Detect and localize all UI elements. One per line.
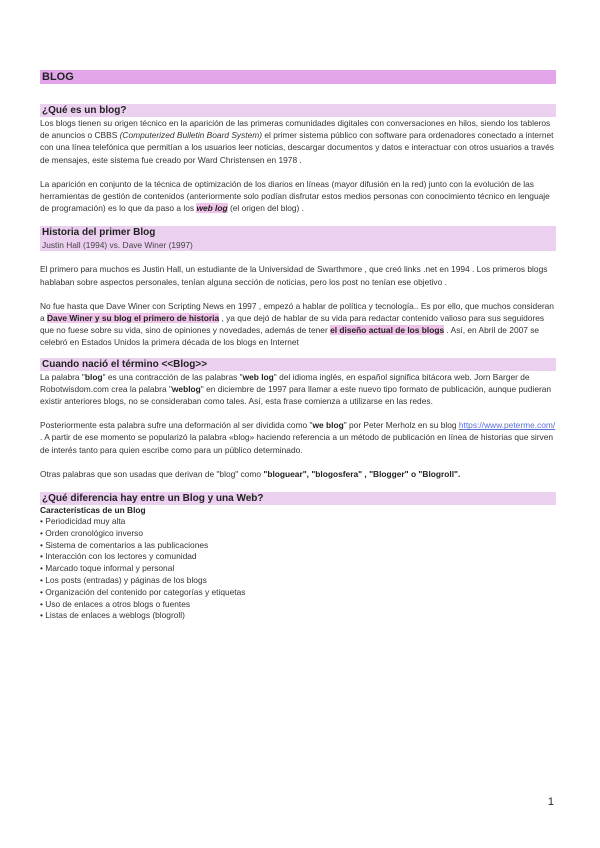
list-item: • Marcado toque informal y personal [40,563,556,575]
paragraph-justin-hall: El primero para muchos es Justin Hall, un estudiante de la Universidad de Swarthmore , que creó links .net en 1994 . Los primeros blogs hablaban sobre aspectos personales, tenían alguna sección de noticias, pero los post no tenían ese objetivo . [40,264,548,287]
list-item: • Sistema de comentarios a las publicaciones [40,540,556,552]
paragraph-aparicion-web-log: La aparición en conjunto de la técnica de optimización de los diarios en líneas (mayor difusión en la red) junto con la evolución de las herramientas de gestión de contenidos (anteriormente solo podían disfrutar estos medios personas con conocimiento técnico en lenguaje de programación) es lo que da paso a los web log (el origen del blog) . [40,178,550,214]
paragraph-peter-merholz: Posteriormente esta palabra sufre una deformación al ser dividida como "we blog" por Peter Merholz en su blog https://www.peterme.com/ . A partir de ese momento se popularizó la palabra «blog» haciendo referencia a un método de publicación en línea de historias que sirven de interés tanto para quien escribe como para un público determinado. [40,420,556,455]
highlight-dave-winer: Dave Winer y su blog el primero de historia [47,313,220,324]
list-item: • Listas de enlaces a weblogs (blogroll) [40,610,556,622]
list-item: • Uso de enlaces a otros blogs o fuentes [40,599,556,611]
paragraph-dave-winer: No fue hasta que Dave Winer con Scripting News en 1997 , empezó a hablar de política y tecnología.. Es por ello, que muchos consideran a Dave Winer y su blog el primero de historia , ya que dejó de hablar de su vida para redactar contenido valioso para sus seguidores que no fuese sobre su vida, sino de opiniones y novedades, además de tener el diseño actual de los blogs . Así, en Abril de 2007 se celebró en Estados Unidos la primera década de los blogs en Internet [40,300,554,348]
highlight-web-log: web log [196,203,228,214]
paragraph-contraccion-web-log: La palabra "blog" es una contracción de las palabras "web log" del idioma inglés, en español significa bitácora web. Jorn Barger de Robotwisdom.com crea la palabra "weblog" en diciembre de 1997 para llamar a este nuevo tipo formato de publicación, aunque pudieran existir anteriores blogs, no se consideraban como tales. Así, esta frase comienza a utilizarse en las redes. [40,371,552,407]
paragraph-origen-blogs: Los blogs tienen su origen técnico en la aparición de las primeras comunidades digitales con conversaciones en hilos, siendo los tableros de anuncios o CBBS (Computerized Bulletin Board System) el primer sistema público con software para ordenadores conectado a internet con una línea telefónica que permitían a los usuarios leer noticias, descargar documentos y datos e interactuar con otros usuarios a través de mensajes, este sistema fue creado por Ward Christensen en 1978 . [40,118,554,165]
list-caracteristicas [40,516,556,622]
highlight-diseno-actual: el diseño actual de los blogs [330,325,445,336]
subheading-hall-vs-winer: Justin Hall (1994) vs. Dave Winer (1997) [40,239,556,251]
document-title: BLOG [40,70,556,84]
list-item: • Organización del contenido por categorías y etiquetas [40,587,556,599]
list-item: • Periodicidad muy alta [40,516,556,528]
list-item: • Orden cronológico inverso [40,528,556,540]
heading-nacio-termino-blog: Cuando nació el término <<Blog>> [40,358,556,371]
list-item: • Los posts (entradas) y páginas de los blogs [40,575,556,587]
heading-que-es-un-blog: ¿Qué es un blog? [40,104,556,117]
list-item: • Interacción con los lectores y comunidad [40,551,556,563]
heading-diferencia-blog-web: ¿Qué diferencia hay entre un Blog y una Web? [40,492,556,505]
list-title-caracteristicas: Características de un Blog [40,505,146,516]
link-peterme[interactable]: https://www.peterme.com/ [458,420,556,431]
page-number: 1 [547,796,554,808]
document-content [40,70,556,622]
heading-historia-primer-blog: Historia del primer Blog [40,226,556,239]
paragraph-otras-palabras: Otras palabras que son usadas que derivan de "blog" como "bloguear", "blogosfera" , "Blogger" o "Blogroll". [40,468,461,479]
